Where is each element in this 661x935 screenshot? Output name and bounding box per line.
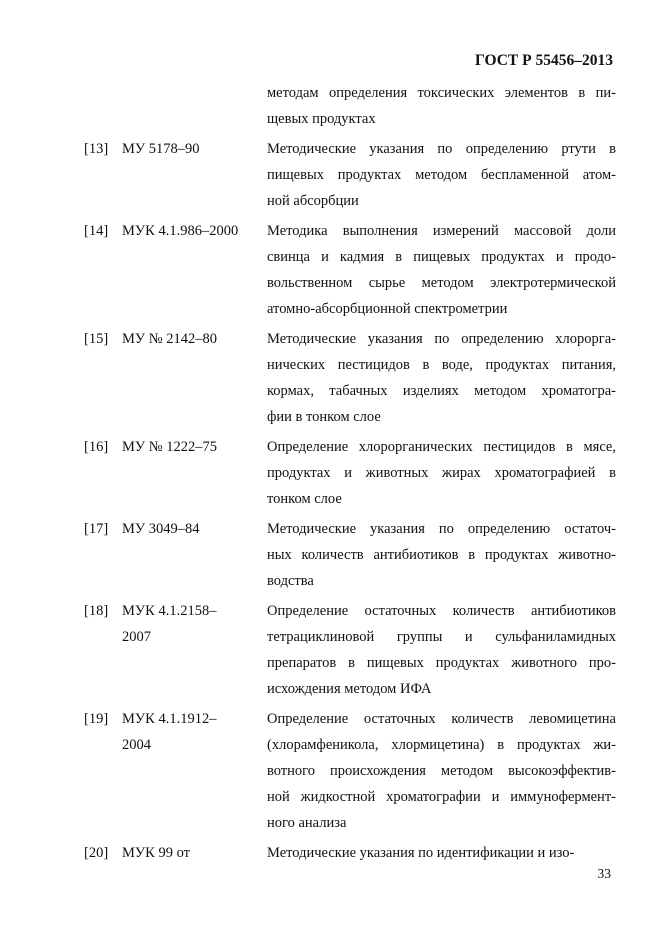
reference-code bbox=[122, 434, 267, 460]
reference-code-line: 2007 bbox=[122, 629, 151, 645]
reference-number: [13] bbox=[84, 141, 109, 157]
continuation-text bbox=[84, 80, 616, 132]
reference-title-line: свинца и кадмия в пищевых продуктах и продо- bbox=[267, 249, 616, 265]
reference-title-line: водства bbox=[267, 573, 314, 589]
reference-title-line: нических пестицидов в воде, продуктах питания, bbox=[267, 357, 616, 373]
reference-title-line: исхождения методом ИФА bbox=[267, 681, 432, 697]
reference-title-line: Определение остаточных количеств левомицетина bbox=[267, 711, 616, 727]
reference-code bbox=[122, 598, 267, 650]
reference-title-line: Методические указания по определению ртути в bbox=[267, 141, 616, 157]
reference-code bbox=[122, 136, 267, 162]
reference-code-line: 2004 bbox=[122, 737, 151, 753]
reference-entry bbox=[84, 516, 616, 594]
reference-number: [18] bbox=[84, 603, 109, 619]
reference-title-line: Методические указания по определению остаточ- bbox=[267, 521, 616, 537]
reference-list bbox=[84, 80, 616, 866]
reference-title-line: Методические указания по идентификации и изо- bbox=[267, 845, 575, 861]
reference-number: [14] bbox=[84, 223, 109, 239]
reference-title-line: продуктах и животных жирах хроматографией в bbox=[267, 465, 616, 481]
reference-title-line: кормах, табачных изделиях методом хроматогра- bbox=[267, 383, 616, 399]
reference-code-line: МУК 4.1.986–2000 bbox=[122, 223, 239, 239]
continuation-line: щевых продуктах bbox=[267, 111, 376, 127]
reference-title-line: ной абсорбции bbox=[267, 193, 359, 209]
reference-entries bbox=[84, 136, 616, 866]
reference-code-line: МУ 5178–90 bbox=[122, 141, 200, 157]
reference-title-line: ного анализа bbox=[267, 815, 347, 831]
reference-title-line: Определение хлорорганических пестицидов в мясе, bbox=[267, 439, 616, 455]
reference-title-line: фии в тонком слое bbox=[267, 409, 381, 425]
reference-title bbox=[267, 706, 616, 836]
reference-title bbox=[267, 840, 616, 866]
reference-title bbox=[267, 598, 616, 702]
reference-number: [15] bbox=[84, 331, 109, 347]
reference-entry bbox=[84, 706, 616, 836]
reference-code-line: МУ № 1222–75 bbox=[122, 439, 217, 455]
reference-code bbox=[122, 218, 267, 244]
reference-entry bbox=[84, 598, 616, 702]
reference-title-line: ных количеств антибиотиков в продуктах животно- bbox=[267, 547, 616, 563]
reference-entry bbox=[84, 218, 616, 322]
reference-title bbox=[267, 434, 616, 512]
reference-code-line: МУ № 2142–80 bbox=[122, 331, 217, 347]
reference-title-line: (хлорамфеникола, хлормицетина) в продуктах жи- bbox=[267, 737, 616, 753]
reference-title-line: вотного происхождения методом высокоэффектив- bbox=[267, 763, 616, 779]
reference-title-line: Методика выполнения измерений массовой доли bbox=[267, 223, 616, 239]
continuation-line: методам определения токсических элементов в пи- bbox=[267, 85, 616, 101]
reference-title bbox=[267, 326, 616, 430]
reference-entry bbox=[84, 326, 616, 430]
page-number: 33 bbox=[597, 866, 611, 881]
reference-title bbox=[267, 516, 616, 594]
reference-title-line: пищевых продуктах методом беспламенной атом- bbox=[267, 167, 616, 183]
reference-number: [19] bbox=[84, 711, 109, 727]
reference-title bbox=[267, 218, 616, 322]
reference-title-line: ной жидкостной хроматографии и иммунофермент- bbox=[267, 789, 616, 805]
reference-code-line: МУК 99 от bbox=[122, 845, 190, 861]
reference-title-line: тонком слое bbox=[267, 491, 342, 507]
reference-title-line: Определение остаточных количеств антибиотиков bbox=[267, 603, 616, 619]
reference-number: [20] bbox=[84, 845, 109, 861]
reference-entry bbox=[84, 136, 616, 214]
reference-number: [16] bbox=[84, 439, 109, 455]
reference-code bbox=[122, 326, 267, 352]
reference-code-line: МУК 4.1.1912– bbox=[122, 711, 217, 727]
reference-title bbox=[267, 136, 616, 214]
reference-number: [17] bbox=[84, 521, 109, 537]
reference-code-line: МУ 3049–84 bbox=[122, 521, 200, 537]
reference-title-line: атомно-абсорбционной спектрометрии bbox=[267, 301, 508, 317]
reference-title-line: препаратов в пищевых продуктах животного про- bbox=[267, 655, 616, 671]
reference-title-line: Методические указания по определению хлорорга- bbox=[267, 331, 616, 347]
reference-code bbox=[122, 840, 267, 866]
reference-entry bbox=[84, 840, 616, 866]
reference-code bbox=[122, 706, 267, 758]
document-header: ГОСТ Р 55456–2013 bbox=[475, 52, 613, 69]
reference-title-line: тетрациклиновой группы и сульфаниламидных bbox=[267, 629, 616, 645]
reference-code bbox=[122, 516, 267, 542]
reference-title-line: вольственном сырье методом электротермической bbox=[267, 275, 616, 291]
reference-entry bbox=[84, 434, 616, 512]
reference-code-line: МУК 4.1.2158– bbox=[122, 603, 217, 619]
